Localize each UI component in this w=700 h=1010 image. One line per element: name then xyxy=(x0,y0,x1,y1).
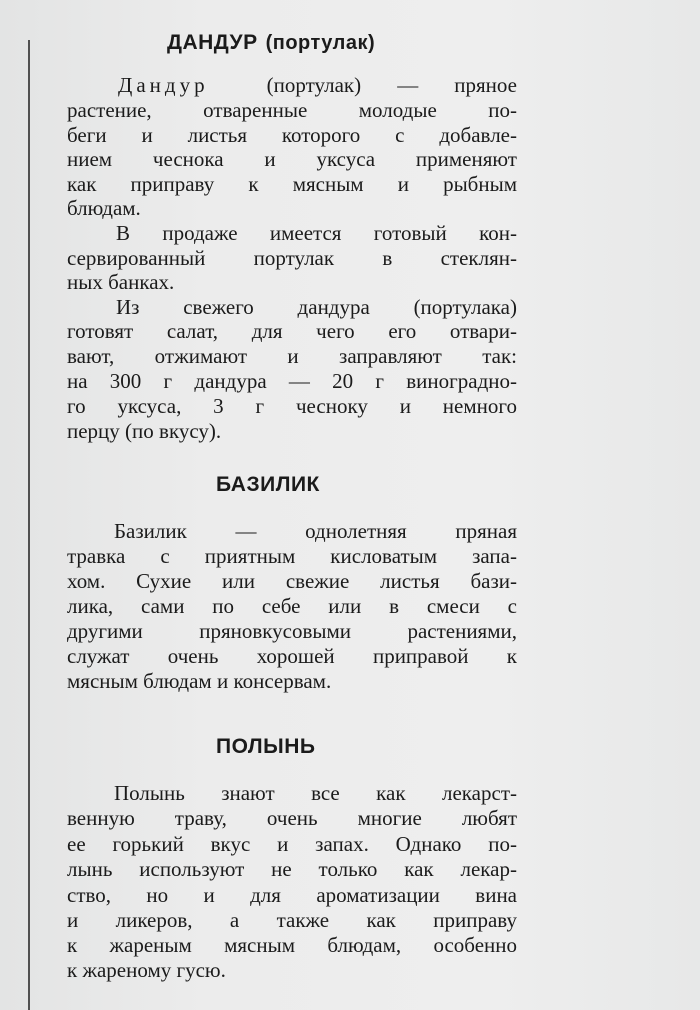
text-line: к жареному гусю. xyxy=(67,958,226,982)
section-heading-polyn xyxy=(216,735,315,759)
text-line: сервированный портулак в стеклян- xyxy=(67,246,517,270)
text-line: го уксуса, 3 г чесноку и немного xyxy=(67,394,517,418)
text-line: другими пряновкусовыми растениями, xyxy=(67,619,517,643)
text-line: ство, но и для ароматизации вина xyxy=(67,883,517,907)
text-line: венную траву, очень многие любят xyxy=(67,806,517,830)
text-line: Из свежего дандура (портулака) xyxy=(116,295,517,319)
text-line: травка с приятным кисловатым запа- xyxy=(67,544,517,568)
section-heading-dandur xyxy=(167,31,375,55)
section-heading-bazilik xyxy=(216,473,320,497)
text-line: и ликеров, а также как приправу xyxy=(67,908,517,932)
text-line: Базилик — однолетняя пряная xyxy=(114,519,517,543)
text-line: хом. Сухие или свежие листья бази- xyxy=(67,569,517,593)
text-line xyxy=(118,72,517,98)
text-line: беги и листья которого с добавле- xyxy=(67,123,517,147)
text-line: нием чеснока и уксуса применяют xyxy=(67,147,517,171)
text-line: Полынь знают все как лекарст- xyxy=(114,781,517,805)
lead-word: Дандур xyxy=(118,73,209,97)
text-line: на 300 г дандура — 20 г виноградно- xyxy=(67,369,517,393)
section-title: ДАНДУР xyxy=(167,31,258,54)
text-fragment: (портулак) — пряное xyxy=(266,73,517,97)
text-line: мясным блюдам и консервам. xyxy=(67,669,332,693)
text-line: служат очень хорошей приправой к xyxy=(67,644,517,668)
text-line: ее горький вкус и запах. Однако по- xyxy=(67,832,517,856)
text-line: блюдам. xyxy=(67,196,141,220)
text-line: перцу (по вкусу). xyxy=(67,419,222,443)
text-line: готовят салат, для чего его отвари- xyxy=(67,319,517,343)
text-line: ных банках. xyxy=(67,270,175,294)
section-title: БАЗИЛИК xyxy=(216,473,320,496)
section-subtitle: (портулак) xyxy=(265,32,376,54)
section-title: ПОЛЫНЬ xyxy=(216,735,316,758)
text-line: как приправу к мясным и рыбным xyxy=(67,172,517,196)
text-line: лика, сами по себе или в смеси с xyxy=(67,594,517,618)
text-line: к жареным мясным блюдам, особенно xyxy=(67,933,517,957)
text-line: лынь используют не только как лекар- xyxy=(67,857,517,881)
text-line: В продаже имеется готовый кон- xyxy=(116,221,517,245)
text-line: вают, отжимают и заправляют так: xyxy=(67,344,517,368)
text-line: растение, отваренные молодые по- xyxy=(67,98,517,122)
page-margin-line xyxy=(28,40,30,1010)
